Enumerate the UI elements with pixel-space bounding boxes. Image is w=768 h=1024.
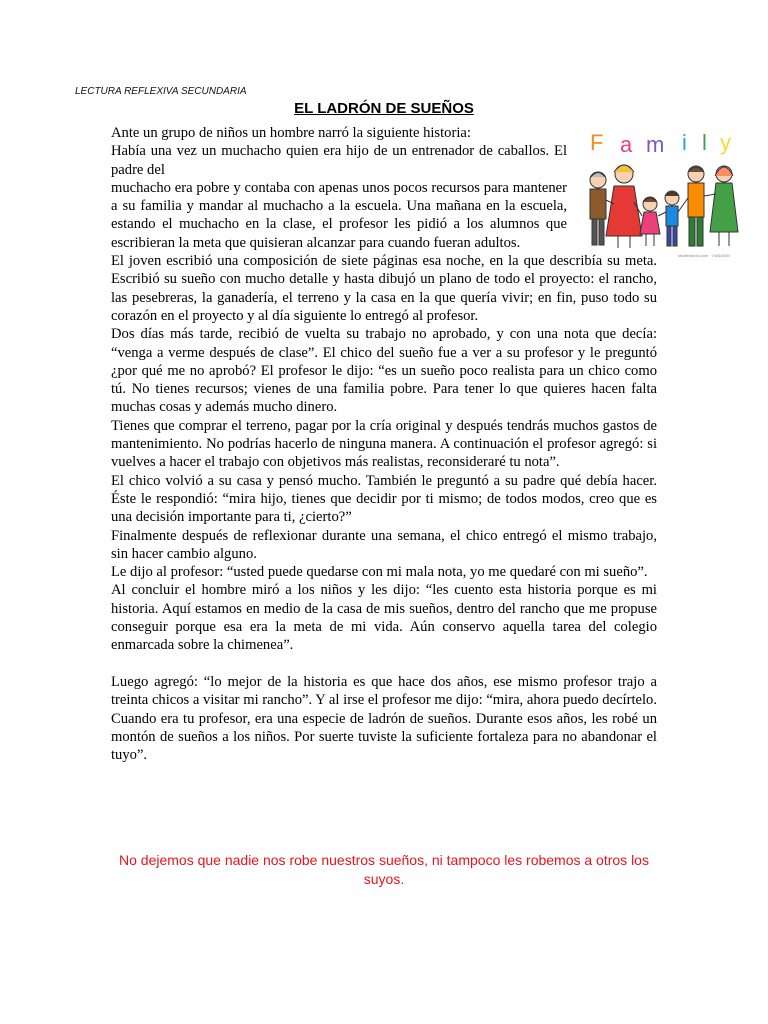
family-letter-a: a <box>620 132 633 157</box>
family-letter-m: m <box>646 132 665 157</box>
paragraph-intro-3: muchacho era pobre y contaba con apenas unos pocos recursos para mantener a su familia y mandar al muchacho a la escuela. Una mañana en la escuela, estando el muchacho en la clase, el profesor les pidió a los alumnos que escribieran la meta que quisieran alcanzar para cuando fueran adultos. <box>111 179 567 251</box>
image-credit: shutterstock.com · 74816439 <box>678 253 730 258</box>
paragraph-composition: El joven escribió una composición de siete páginas esa noche, en la que describía su meta. Escribió su sueño con mucho detalle y hasta dibujó un plano de todo el proyecto: el rancho, las pesebreras, la ganadería, el terreno y la casa en la que quería vivir; en fin, puso todo su corazón en el proyecto y al día siguiente lo entregó al profesor. <box>111 253 657 324</box>
mother-figure <box>710 166 738 246</box>
paragraph-intro-2: Había una vez un muchacho quien era hijo de un entrenador de caballos. El padre del <box>111 143 567 178</box>
family-letter-f: F <box>590 130 604 155</box>
paragraph-two-days: Dos días más tarde, recibió de vuelta su trabajo no aprobado, y con una nota que decía: “venga a verme después de clase”. El chico del sueño fue a ver a su profesor y le preguntó ¿por qué me no aprobó? El profesor le dijo: “es un sueño poco realista para un chico como tú. No tienes recursos; vienes de una familia pobre. Para tener lo que quieres hacen falta muchas cosas y además mucho dinero. <box>111 326 657 416</box>
family-letter-l: l <box>702 130 707 155</box>
child-boy-figure <box>665 191 679 246</box>
paragraph-went-home: El chico volvió a su casa y pensó mucho. También le preguntó a su padre qué debía hacer. Éste le respondió: “mira hijo, tienes que decidir por ti mismo; de todos modos, creo que es una decisión importante para ti, ¿cierto?” <box>111 472 657 526</box>
paragraph-later: Luego agregó: “lo mejor de la historia es que hace dos años, ese mismo profesor trajo a treinta chicos a visitar mi rancho”. Y al irse el profesor me dijo: “mira, ahora puedo decírtelo. Cuando era tu profesor, era una especie de ladrón de sueños. Durante esos años, les robé un montón de sueños a los niños. Por suerte tuviste la suficiente fortaleza para no abandonar el tuyo”. <box>111 673 657 764</box>
story-body <box>111 124 657 764</box>
closing-message: No dejemos que nadie nos robe nuestros sueños, ni tampoco les robemos a otros los suyos. <box>119 852 649 887</box>
header-label: LECTURA REFLEXIVA SECUNDARIA <box>75 86 247 97</box>
family-letter-i: i <box>682 130 687 155</box>
paragraph-spacer <box>111 655 657 673</box>
paragraph-buy-land: Tienes que comprar el terreno, pagar por la cría original y después tendrás muchos gastos de mantenimiento. No podrías hacerlo de ninguna manera. A continuación el profesor agregó: si vuelves a hacer el trabajo con objetivos más realistas, reconsideraré tu nota”. <box>111 417 657 471</box>
father-figure <box>688 166 704 246</box>
paragraph-intro-1: Ante un grupo de niños un hombre narró la siguiente historia: <box>111 125 471 141</box>
paragraph-conclusion: Al concluir el hombre miró a los niños y les dijo: “les cuento esta historia porque es mi historia. Aquí estamos en medio de la casa de mis sueños, dentro del rancho que me propuse conseguir porque esa era la meta de mi vida. Aún conservo aquella tarea del colegio enmarcada sobre la chimenea”. <box>111 582 657 654</box>
family-letter-y: y <box>720 130 731 155</box>
paragraph-told-teacher: Le dijo al profesor: “usted puede quedarse con mi mala nota, yo me quedaré con mi sueño”. <box>111 564 648 581</box>
document-title: EL LADRÓN DE SUEÑOS <box>294 100 474 117</box>
paragraph-after-week: Finalmente después de reflexionar durante una semana, el chico entregó el mismo trabajo, sin hacer cambio alguno. <box>111 527 657 562</box>
